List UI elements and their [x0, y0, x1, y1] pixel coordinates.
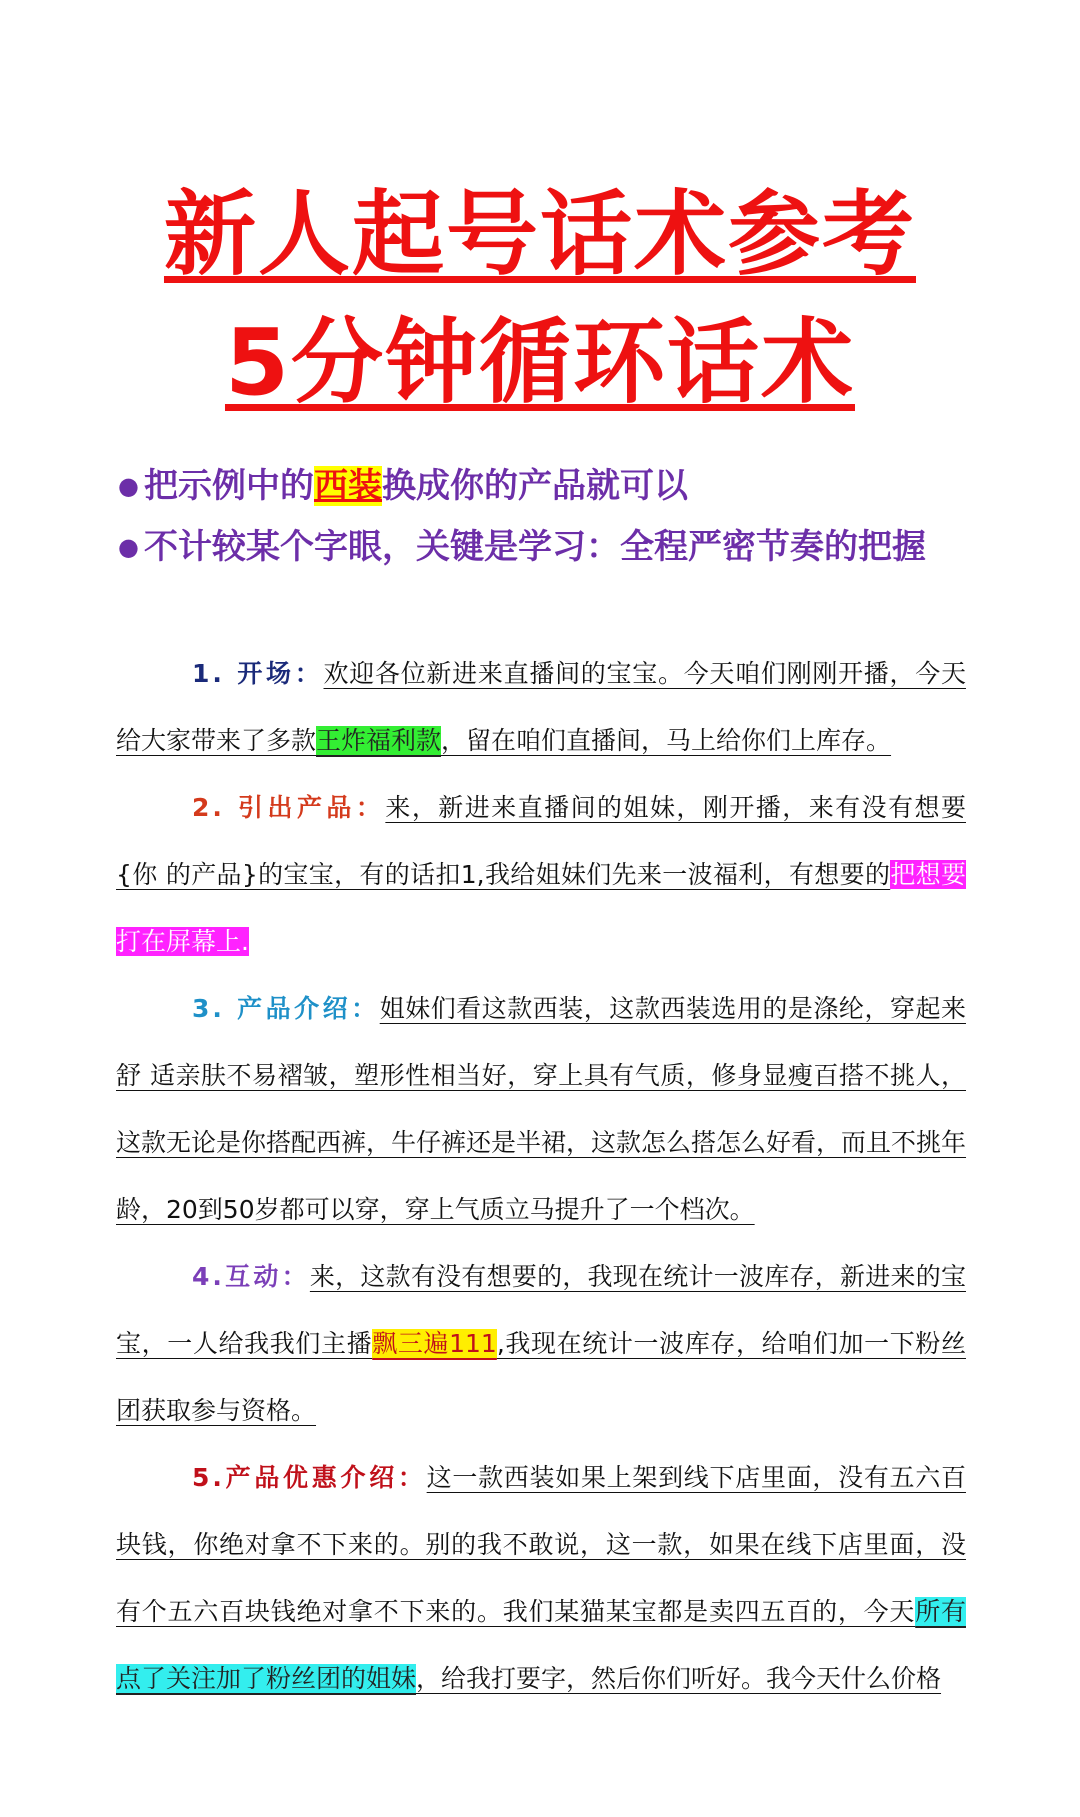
section-product-description: [116, 975, 966, 1243]
bullet-dot-icon: ●: [118, 533, 139, 561]
tip-item: [118, 517, 1018, 578]
section-text: 姐妹们看这款西装，这款西装选用的是涤纶，穿起来舒 适亲肤不易褶皱，塑形性相当好，穿上具有气质，修身显瘦百搭不挑人，这款无论是你搭配西裤，牛仔裤还是半裙，这款怎么搭怎么好看，而且不挑年龄，20到50岁都可以穿，穿上气质立马提升了一个档次。: [116, 994, 967, 1224]
section-interaction: [116, 1243, 966, 1444]
section-text: ，留在咱们直播间，马上给你们上库存。: [441, 726, 892, 755]
section-intro-product: [116, 774, 966, 975]
page-subtitle: 5分钟循环话术: [224, 309, 855, 416]
section-opening: [116, 640, 966, 774]
section-highlight: 所有点了关注加了粉丝团的姐妹: [116, 1597, 966, 1693]
section-highlight: 把想要打在屏幕上.: [116, 860, 966, 956]
page-title: 新人起号话术参考: [163, 181, 916, 288]
section-highlight: 王炸福利款: [316, 726, 442, 755]
section-label: 4.互动：: [192, 1262, 310, 1291]
script-content: [116, 640, 966, 1712]
tip-text-pre: 把示例中的: [144, 466, 314, 506]
tip-highlight: 西装: [314, 466, 382, 506]
tip-item: [118, 456, 1018, 517]
tips-list: [118, 456, 1018, 578]
section-text: ，给我打要字，然后你们听好。我今天什么价格: [416, 1664, 942, 1693]
section-label: 1. 开场：: [192, 659, 324, 688]
section-text: ,我现在统计一波库存，给咱们加一下粉丝团获取参与资格。: [116, 1329, 966, 1425]
section-text: 这一款西装如果上架到线下店里面，没有五六百 块钱，你绝对拿不下来的。别的我不敢说，这一款，如果在线下店里面，没 有个五六百块钱绝对拿不下来的。我们某猫某宝都是卖四五百的，今天: [116, 1463, 966, 1626]
section-text: 来，新进来直播间的姐妹，刚开播，来有没有想要{你 的产品}的宝宝，有的话扣1,我给姐妹们先来一波福利，有想要的: [116, 793, 966, 889]
section-label: 3. 产品介绍：: [192, 994, 380, 1023]
section-label: 2. 引出产品：: [192, 793, 386, 822]
section-highlight: 飘三遍111: [372, 1329, 497, 1358]
section-text: 来，这款有没有想要的，我现在统计一波库存，新进来的宝 宝，一人给我我们主播: [116, 1262, 966, 1358]
tip-text-post: 换成你的产品就可以: [382, 466, 688, 506]
section-label: 5.产品优惠介绍：: [192, 1463, 427, 1492]
bullet-dot-icon: ●: [118, 472, 139, 500]
tip-text: 不计较某个字眼，关键是学习：全程严密节奏的把握: [144, 527, 926, 567]
section-text: 欢迎各位新进来直播间的宝宝。今天咱们刚刚开播，今天给大家带来了多款: [116, 659, 966, 755]
section-discount: [116, 1444, 966, 1712]
